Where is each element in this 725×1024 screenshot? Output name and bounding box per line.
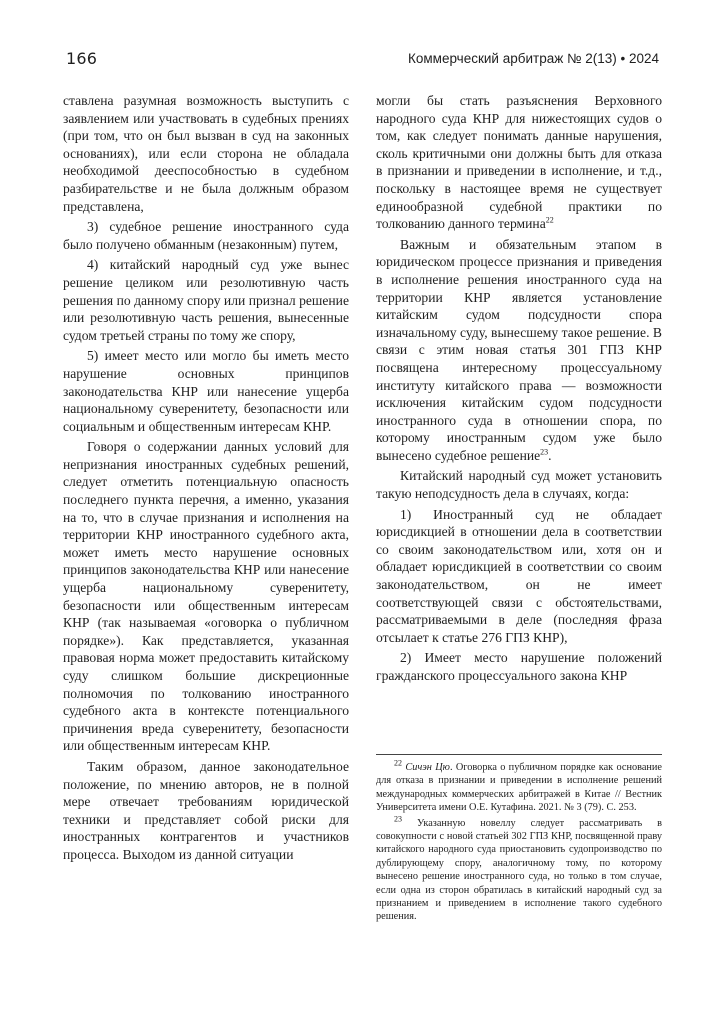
paragraph	[376, 92, 662, 233]
paragraph: 4) китайский народный суд уже вынес решение целиком или резолютивную часть решения по данному спору или признал решение или резолютивную часть решения, вынесенные судом третьей страны по тому же спору,	[63, 257, 349, 343]
right-column	[376, 92, 662, 688]
journal-title: Коммерческий арбитраж № 2(13) • 2024	[408, 51, 659, 66]
footnote-number: 23	[394, 814, 402, 824]
paragraph: Важным и обязательным этапом в юридическом процессе признания и приведения в исполнение решения иностранного суда на территории КНР является установление китайским судом подсудности спора изначальному суду, вынесшему такое решение. В связи с этим новая статья 301 ГПЗ КНР посвящена интересному процессуальному институту китайского права — возможности исключения китайским судом подсудности иностранного суда в отношении спора, по которому иностранным судом уже было вынесено судебное решение$^{23}$.	[376, 236, 662, 463]
paragraph-text: могли бы стать разъяснения Верховного народного суда КНР для нижестоящих судов о том, как следует понимать данные нарушения, сколь критичными они должны быть для отказа в признании и приведении в исполнение, и т.д., поскольку в настоящее время не существует единообразной судебной практики по толкованию данного термина	[376, 93, 662, 232]
footnote-ref-23[interactable]: 23	[540, 447, 549, 457]
paragraph: 2) Имеет место нарушение положений гражданского процессуального закона КНР	[376, 650, 662, 683]
paragraph: ставлена разумная возможность выступить с заявлением или участвовать в судебных прениях (при том, что он был вызван в суд на законных основаниях), или если сторона не обладала необходимой дееспособностью в судебном разбирательстве и не была должным образом представлена,	[63, 93, 349, 214]
page-number: 166	[66, 49, 98, 68]
footnote-22	[376, 758, 663, 815]
footnote-ref-22[interactable]: 22	[545, 215, 554, 225]
paragraph-text: Важным и обязательным этапом в юридическом процессе признания и приведения в исполнение решения иностранного суда на территории КНР является установление китайским судом подсудности спора изначальному суду, вынесшему такое решение. В связи с этим новая статья 301 ГПЗ КНР посвящена интересному процессуальному институту китайского права — возможности исключения китайским судом подсудности иностранного суда в отношении спора, по которому иностранным судом уже было вынесено судебное решение	[376, 236, 662, 463]
footnote-text: . Оговорка о публичном порядке как основание для отказа в признании и приведении в исполнение решений международных коммерческих арбитражей в Китае // Вестник Университета имени О.Е. Кутафина. 2021. № 3 (79). С. 253.	[376, 762, 663, 814]
footnote-23	[376, 814, 663, 924]
paragraph: 3) судебное решение иностранного суда было получено обманным (незаконным) путем,	[63, 219, 349, 252]
footnotes	[376, 754, 662, 926]
footnote-author: Сичэн Цю	[405, 762, 450, 773]
footnote-text: Указанную новеллу следует рассматривать в совокупности с новой статьей 302 ГПЗ КНР, посвященной праву китайского народного суда приостановить судопроизводство по дублирующему спору, аналогичному тому, по которому вынесено решение иностранного суда, но только в том случае, если одна из сторон обратилась в китайский народный суд за признанием и приведением в исполнение такого судебного решения.	[376, 817, 663, 923]
paragraph: Китайский народный суд может установить такую неподсудность дела в случаях, когда:	[376, 468, 662, 502]
paragraph: Говоря о содержании данных условий для непризнания иностранных судебных решений, следует отметить потенциальную опасность последнего пункта перечня, а именно, указания на то, что в случае признания и исполнения на территории КНР иностранного судебного акта, может иметь место нарушение основных принципов законодательства КНР или нанесение ущерба национальному суверенитету, безопасности или общественным интересам КНР (так называемая «оговорка о публичном порядке»). Как представляется, указанная правовая норма может предоставить китайскому суду слишком большие дискреционные полномочия по толкованию иностранного судебного акта в контексте потенциального причинения вреда суверенитету, безопасности или общественным интересам КНР.	[63, 439, 349, 754]
paragraph: Таким образом, данное законодательное положение, по мнению авторов, не в полной мере отвечает требованиям юридической техники и представляет собой риски для иностранных контрагентов и участников процесса. Выходом из данной ситуации	[63, 758, 349, 862]
left-column	[63, 92, 349, 867]
paragraph: 1) Иностранный суд не обладает юрисдикцией в отношении дела в соответствии со своим законодательством или, хотя он и обладает юрисдикцией в соответствии со своим законодательством, он не имеет соответствующей связи с обстоятельствами, рассматриваемыми в деле (последняя фраза отсылает к статье 276 ГПЗ КНР),	[376, 506, 662, 645]
footnote-number: 22	[394, 758, 402, 768]
paragraph: 5) имеет место или могло бы иметь место нарушение основных принципов законодательства КНР или нанесение ущерба национальному суверенитету, безопасности или социальным и общественным интересам КНР.	[63, 348, 349, 434]
